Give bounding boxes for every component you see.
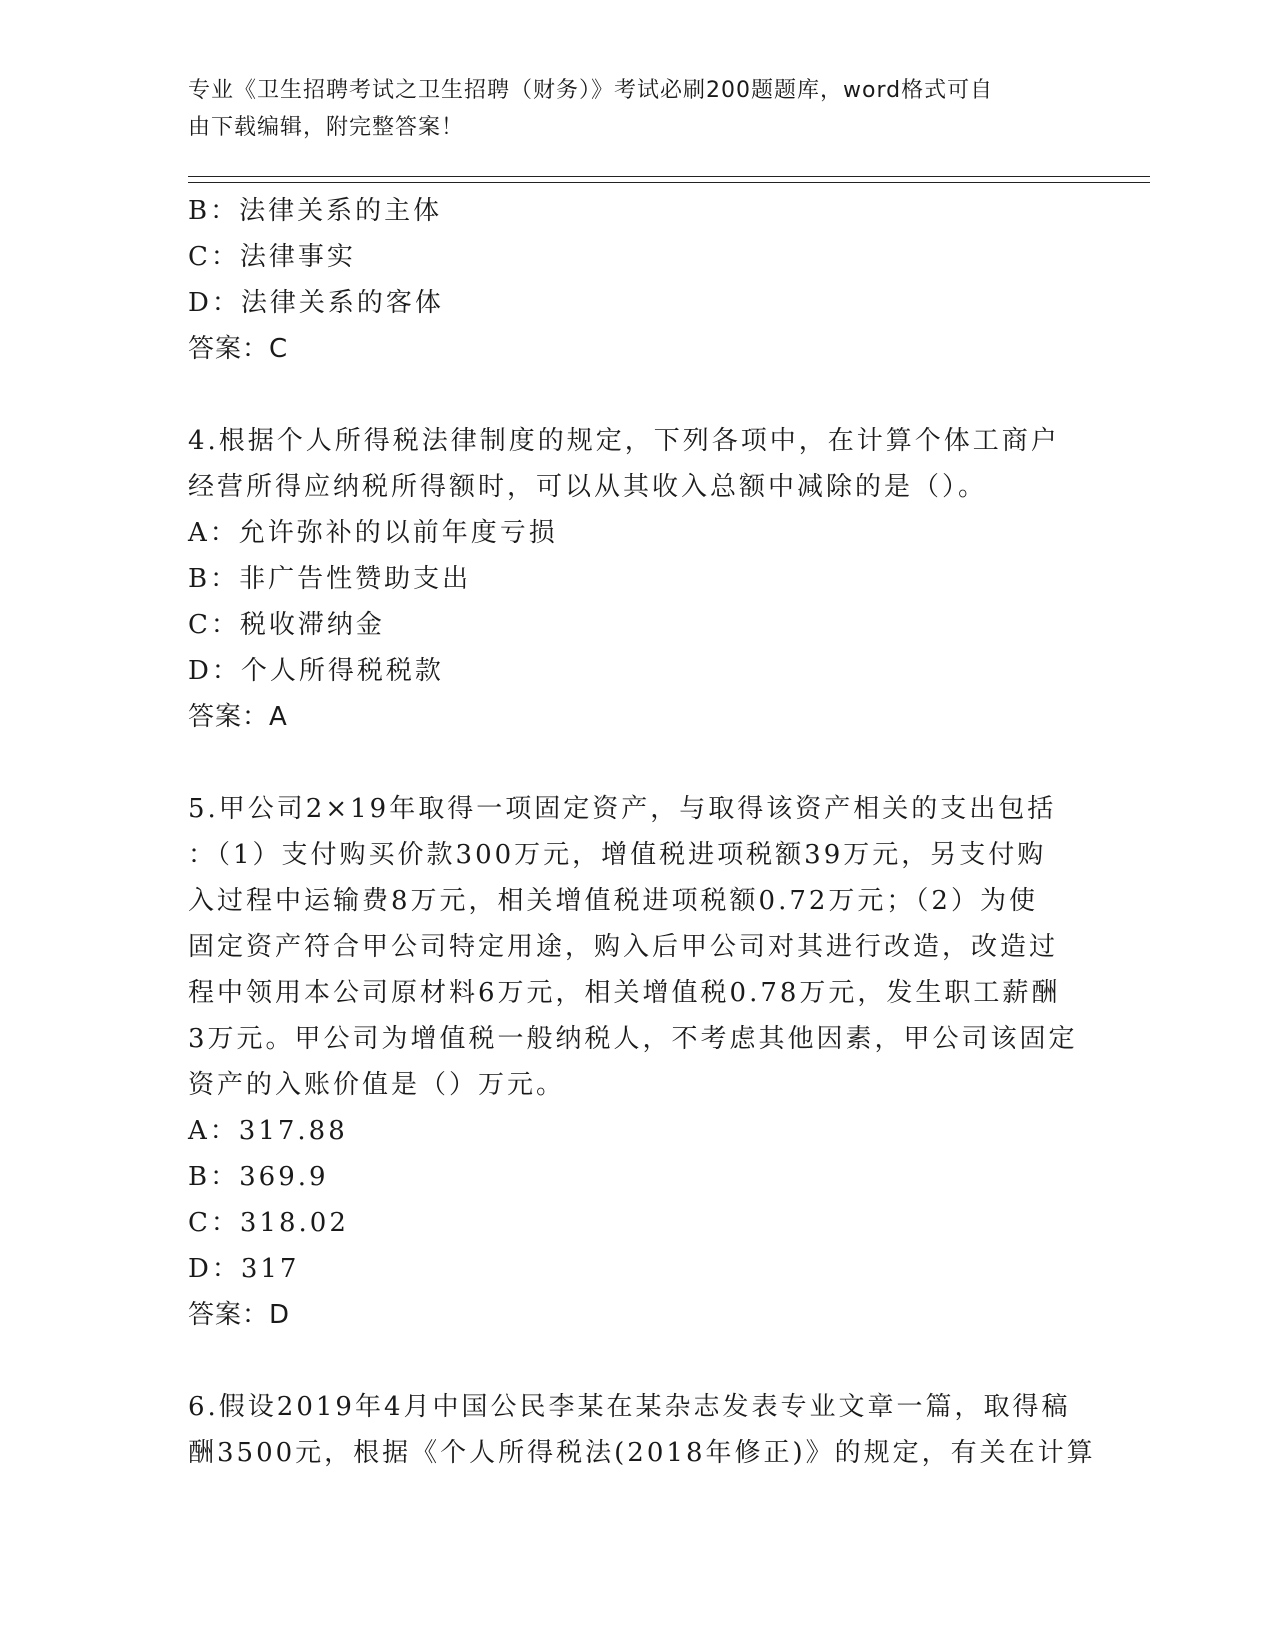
document-header: [188, 72, 1068, 146]
answer-line: 答案：C: [188, 334, 289, 364]
question-text-line: 6.假设2019年4月中国公民李某在某杂志发表专业文章一篇，取得稿: [188, 1392, 1071, 1422]
option-b: B：非广告性赞助支出: [188, 564, 472, 594]
answer-line: 答案：A: [188, 702, 288, 732]
question-text-line: 4.根据个人所得税法律制度的规定，下列各项中，在计算个体工商户: [188, 426, 1060, 456]
option-b: B：法律关系的主体: [188, 196, 443, 226]
question-text-line: 酬3500元，根据《个人所得税法(2018年修正)》的规定，有关在计算: [188, 1438, 1096, 1468]
question-6: [188, 1384, 1096, 1476]
question-5: [188, 786, 1088, 1338]
option-c: C：法律事实: [188, 242, 356, 272]
question-text-line: ：（1）支付购买价款300万元，增值税进项税额39万元，另支付购: [188, 840, 1047, 870]
option-c: C：318.02: [188, 1208, 349, 1238]
question-text-line: 入过程中运输费8万元，相关增值税进项税额0.72万元；（2）为使: [188, 886, 1038, 916]
question-text-line: 经营所得应纳税所得额时，可以从其收入总额中减除的是（）。: [188, 472, 988, 502]
option-d: D：法律关系的客体: [188, 288, 444, 318]
header-divider-bottom: [188, 182, 1150, 183]
answer-line: 答案：D: [188, 1300, 291, 1330]
spacer: [188, 372, 1088, 418]
question-content: [188, 188, 1096, 1476]
option-d: D：个人所得税税款: [188, 656, 444, 686]
question-4: [188, 418, 1088, 740]
spacer: [188, 740, 1088, 786]
question-text-line: 5.甲公司2×19年取得一项固定资产，与取得该资产相关的支出包括: [188, 794, 1057, 824]
spacer: [188, 1338, 1088, 1384]
header-divider-top: [188, 176, 1150, 177]
option-c: C：税收滞纳金: [188, 610, 385, 640]
option-a: A：317.88: [188, 1116, 348, 1146]
option-d: D：317: [188, 1254, 300, 1284]
option-a: A：允许弥补的以前年度亏损: [188, 518, 558, 548]
question-text-line: 3万元。甲公司为增值税一般纳税人，不考虑其他因素，甲公司该固定: [188, 1024, 1078, 1054]
question-text-line: 固定资产符合甲公司特定用途，购入后甲公司对其进行改造，改造过: [188, 932, 1059, 962]
question-text-line: 程中领用本公司原材料6万元，相关增值税0.78万元，发生职工薪酬: [188, 978, 1061, 1008]
question-3: [188, 188, 1088, 372]
header-line-2: 由下载编辑，附完整答案！: [188, 115, 465, 140]
option-b: B：369.9: [188, 1162, 329, 1192]
header-line-1: 专业《卫生招聘考试之卫生招聘（财务）》考试必刷200题题库，word格式可自: [188, 78, 994, 103]
question-text-line: 资产的入账价值是（）万元。: [188, 1070, 566, 1100]
